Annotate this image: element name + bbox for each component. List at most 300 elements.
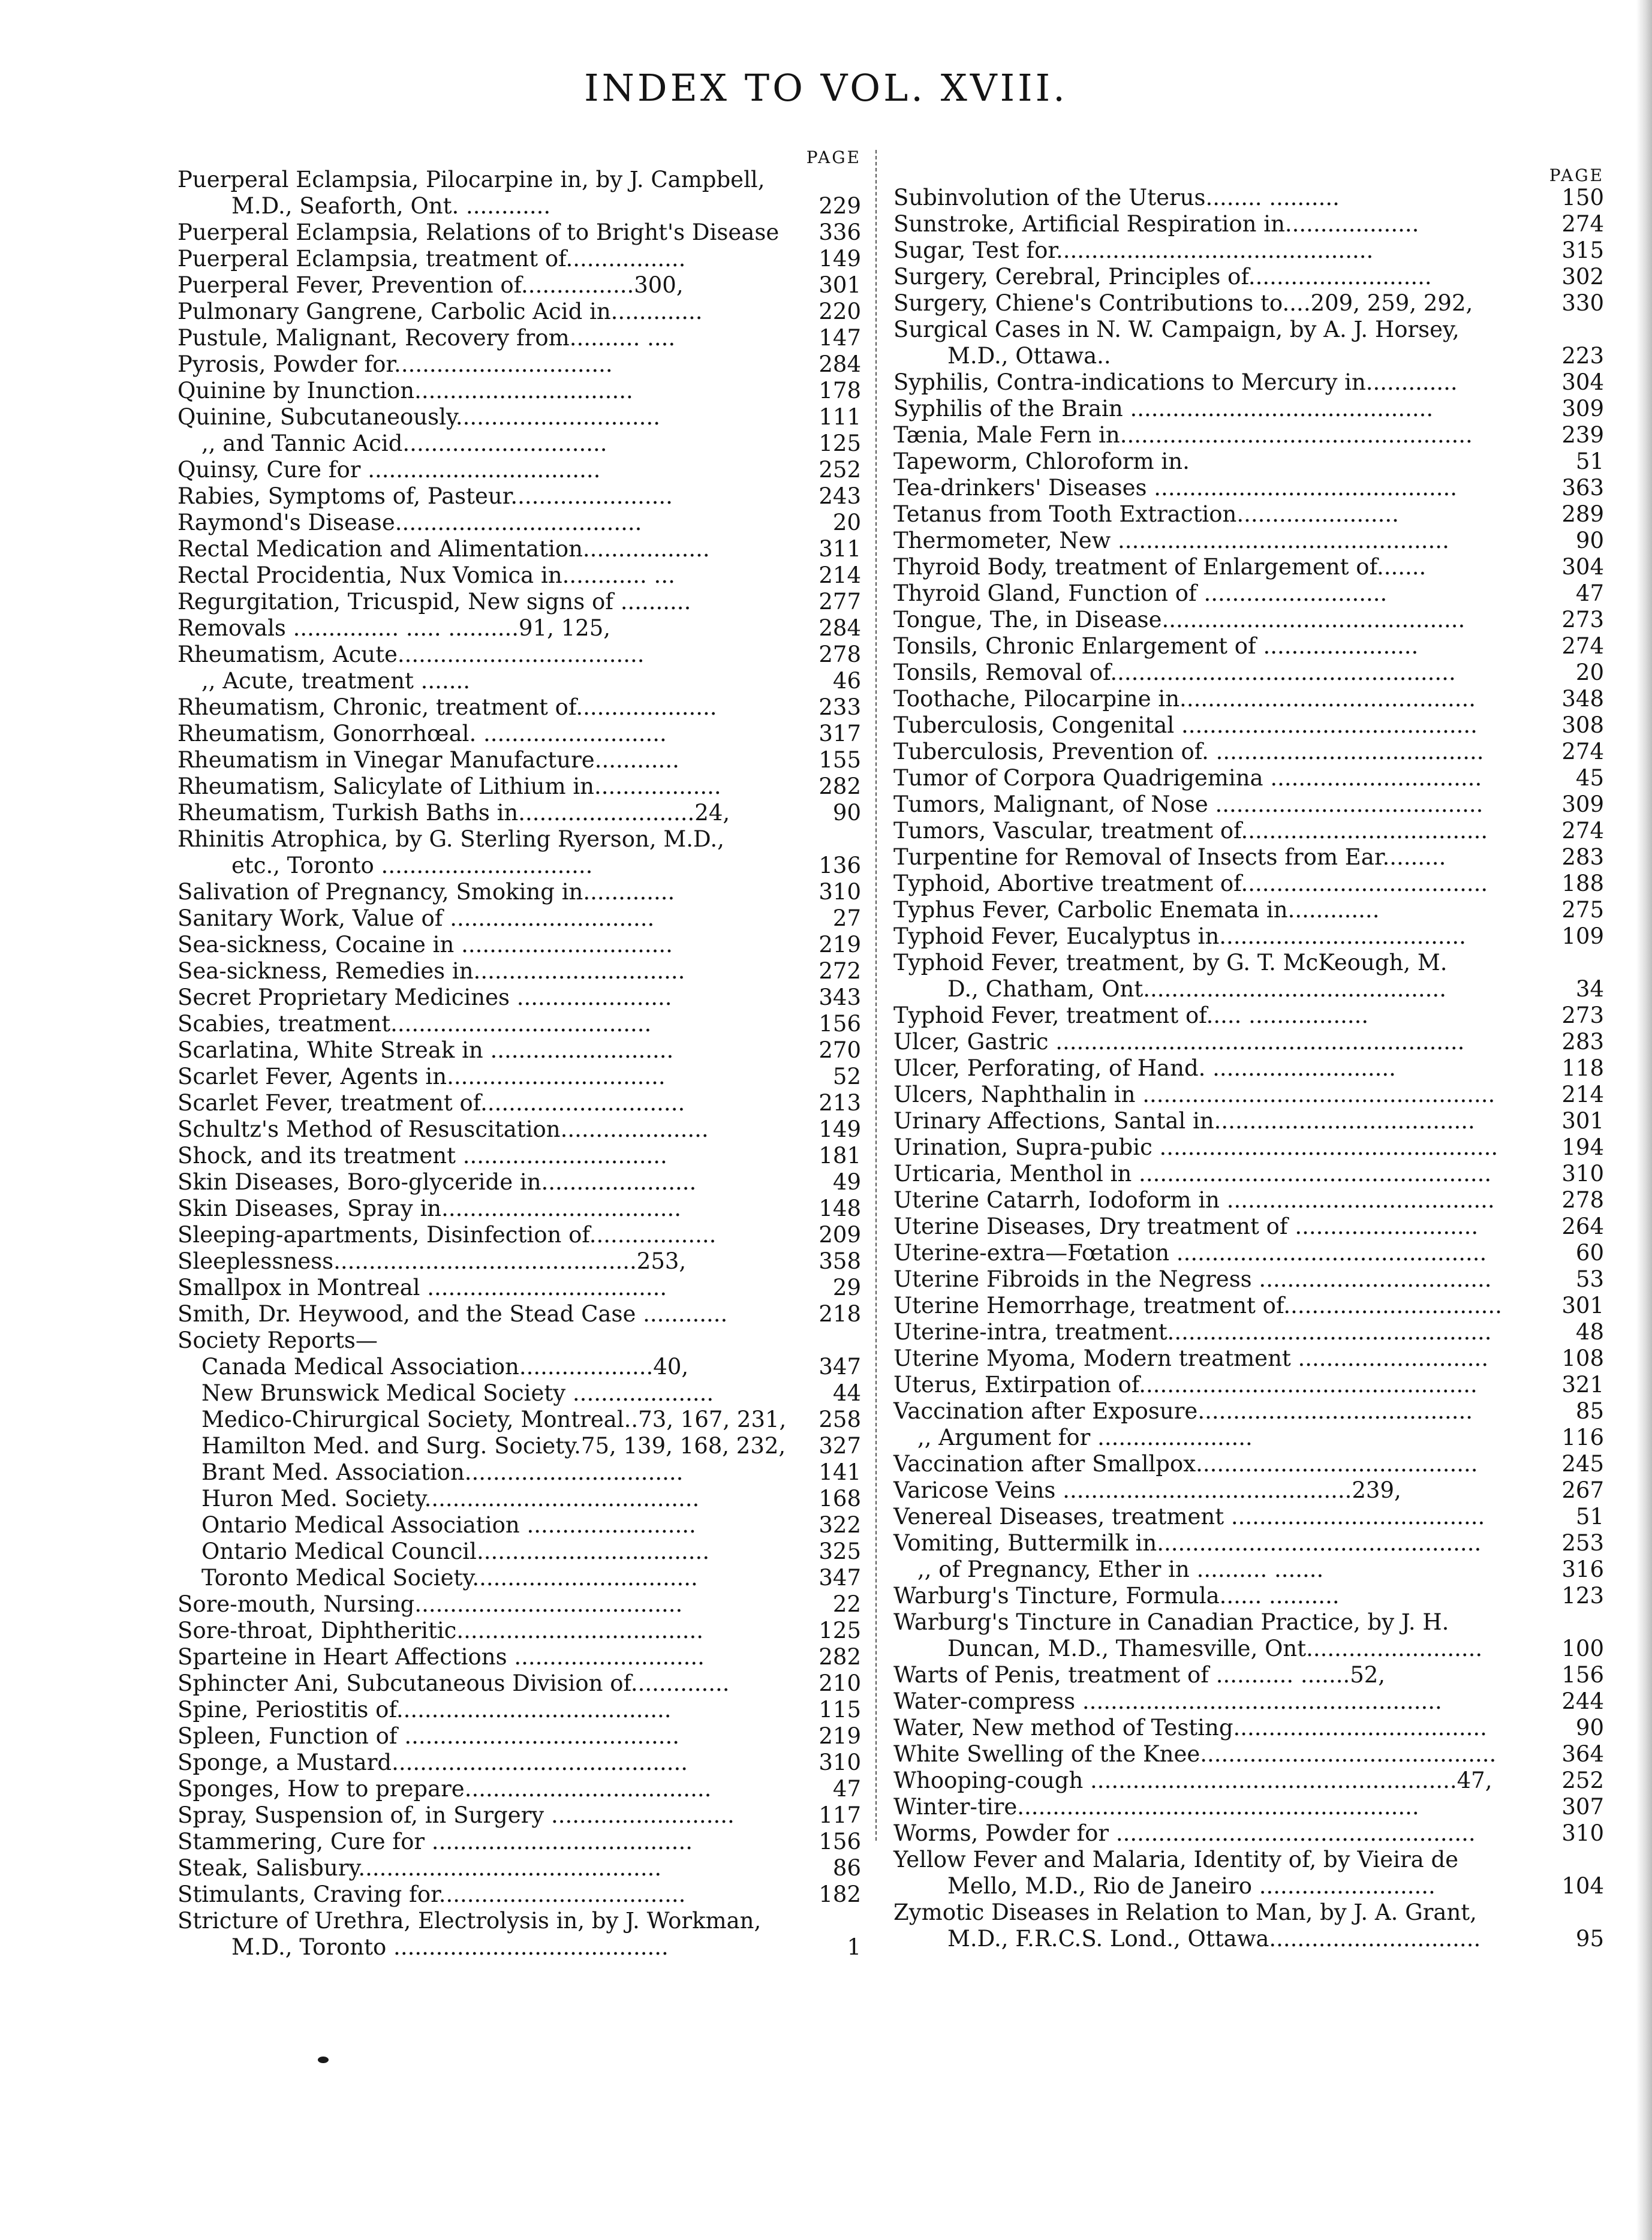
index-entry bbox=[177, 219, 861, 246]
index-entry-title: Tuberculosis, Prevention of. ...................................... bbox=[893, 739, 1484, 764]
index-entry-page: 20 bbox=[832, 510, 861, 535]
index-entry-title: White Swelling of the Knee.......................................... bbox=[893, 1741, 1497, 1767]
index-entry-title: Tea-drinkers' Diseases ........................................... bbox=[893, 475, 1458, 501]
index-entry bbox=[893, 1055, 1604, 1082]
index-entry-title: Winter-tire......................................................... bbox=[893, 1794, 1419, 1820]
index-entry-page: 178 bbox=[819, 378, 861, 404]
index-entry-title: Tetanus from Tooth Extraction....................... bbox=[893, 501, 1399, 527]
index-entry-page: 289 bbox=[1561, 501, 1604, 527]
index-entry bbox=[893, 1636, 1604, 1662]
index-entry bbox=[177, 562, 861, 589]
index-entry-page: 258 bbox=[819, 1407, 861, 1432]
index-entry-page: 316 bbox=[1561, 1556, 1604, 1582]
index-entry-title: etc., Toronto .............................. bbox=[231, 853, 593, 878]
index-entry bbox=[177, 1539, 861, 1565]
index-entry-page: 141 bbox=[819, 1459, 861, 1485]
index-entry-page: 125 bbox=[819, 430, 861, 456]
index-entry-title: Puerperal Fever, Prevention of................300, bbox=[177, 272, 684, 298]
index-entry-page: 219 bbox=[819, 932, 861, 958]
index-entry-title: Subinvolution of the Uterus........ .......... bbox=[893, 185, 1340, 210]
index-entry-title: Tonsils, Removal of................................................. bbox=[893, 660, 1456, 685]
index-entry bbox=[177, 1169, 861, 1196]
index-entry-title: Scarlet Fever, treatment of............................. bbox=[177, 1090, 685, 1116]
index-entry-page: 111 bbox=[819, 404, 861, 430]
index-entry-title: Tænia, Male Fern in.................................................. bbox=[893, 422, 1473, 448]
index-entry-page: 156 bbox=[819, 1011, 861, 1037]
index-entry bbox=[177, 1196, 861, 1222]
index-entry-title: Water, New method of Testing.................................... bbox=[893, 1715, 1487, 1741]
index-entry-title: Syphilis of the Brain ........................................... bbox=[893, 396, 1434, 421]
index-entry-page: 347 bbox=[819, 1565, 861, 1591]
index-entry-title: Urticaria, Menthol in .................................................. bbox=[893, 1161, 1492, 1187]
index-entry-page: 147 bbox=[819, 325, 861, 351]
index-entry-title: Sparteine in Heart Affections ........................... bbox=[177, 1644, 705, 1670]
index-entry-title: Vomiting, Buttermilk in.............................................. bbox=[893, 1530, 1482, 1556]
index-entry-page: 181 bbox=[819, 1143, 861, 1169]
index-entry-page: 272 bbox=[819, 958, 861, 984]
index-entry bbox=[893, 1214, 1604, 1240]
index-entry-page: 311 bbox=[819, 536, 861, 562]
index-entry bbox=[177, 1380, 861, 1407]
index-entry-title: Uterine Diseases, Dry treatment of .......................... bbox=[893, 1214, 1479, 1239]
index-entry bbox=[177, 1591, 861, 1618]
index-entry-page: 284 bbox=[819, 351, 861, 377]
index-entry-page: 310 bbox=[1561, 1820, 1604, 1846]
index-entry-title: Tumor of Corpora Quadrigemina .............................. bbox=[893, 765, 1482, 791]
index-entry-title: Scabies, treatment..................................... bbox=[177, 1011, 652, 1037]
index-entry bbox=[177, 642, 861, 668]
index-entry bbox=[177, 668, 861, 694]
index-entry bbox=[893, 369, 1604, 396]
index-entry-title: Tumors, Vascular, treatment of................................... bbox=[893, 818, 1488, 844]
index-entry-title: Sanitary Work, Value of ............................. bbox=[177, 905, 655, 931]
index-entry-title: Stricture of Urethra, Electrolysis in, by J. Workman, bbox=[177, 1908, 762, 1934]
index-entry-title: Sugar, Test for............................................. bbox=[893, 237, 1374, 263]
index-entry bbox=[893, 1398, 1604, 1425]
index-entry bbox=[893, 475, 1604, 501]
index-entry bbox=[893, 1926, 1604, 1952]
index-entry-title: Tongue, The, in Disease........................................... bbox=[893, 607, 1466, 633]
index-entry-title: Salivation of Pregnancy, Smoking in............. bbox=[177, 879, 675, 905]
index-entry bbox=[893, 1530, 1604, 1556]
index-entry-title: Water-compress ................................................... bbox=[893, 1688, 1442, 1714]
index-entry bbox=[893, 1161, 1604, 1187]
index-entry-page: 283 bbox=[1561, 844, 1604, 870]
index-entry-page: 284 bbox=[819, 615, 861, 641]
index-entry-page: 188 bbox=[1561, 871, 1604, 896]
index-entry-page: 34 bbox=[1575, 976, 1604, 1002]
index-entry-page: 218 bbox=[819, 1301, 861, 1327]
index-entry-title: New Brunswick Medical Society .................... bbox=[201, 1380, 714, 1406]
index-entry bbox=[177, 984, 861, 1011]
index-entry-page: 150 bbox=[1561, 185, 1604, 210]
index-entry bbox=[177, 1090, 861, 1116]
page-edge-shadow bbox=[1636, 0, 1652, 2240]
index-entry-list bbox=[177, 167, 861, 1961]
index-entry-title: Tapeworm, Chloroform in. bbox=[893, 448, 1190, 474]
index-entry-page: 244 bbox=[1561, 1688, 1604, 1714]
index-entry-title: Surgical Cases in N. W. Campaign, by A. J. Horsey, bbox=[893, 317, 1460, 342]
index-entry bbox=[893, 528, 1604, 554]
index-entry-page: 282 bbox=[819, 1644, 861, 1670]
index-entry-page: 168 bbox=[819, 1486, 861, 1512]
index-entry-page: 182 bbox=[819, 1881, 861, 1907]
index-entry-title: Urinary Affections, Santal in..................................... bbox=[893, 1108, 1475, 1134]
index-entry bbox=[893, 1240, 1604, 1266]
index-entry-page: 273 bbox=[1561, 607, 1604, 633]
index-entry-title: Secret Proprietary Medicines ...................... bbox=[177, 984, 672, 1010]
index-entry-page: 48 bbox=[1575, 1319, 1604, 1345]
index-entry-title: Puerperal Eclampsia, Relations of to Bright's Disease bbox=[177, 219, 780, 245]
index-entry bbox=[177, 1908, 861, 1934]
index-entry-page: 278 bbox=[1561, 1187, 1604, 1213]
index-entry-page: 304 bbox=[1561, 554, 1604, 580]
index-entry bbox=[177, 1011, 861, 1037]
index-entry-title: Canada Medical Association...................40, bbox=[201, 1354, 689, 1380]
index-entry bbox=[177, 1512, 861, 1539]
index-entry bbox=[177, 404, 861, 430]
index-entry bbox=[893, 791, 1604, 818]
index-entry-title: Pustule, Malignant, Recovery from.......... .... bbox=[177, 325, 676, 351]
index-entry-page: 29 bbox=[832, 1275, 861, 1300]
index-entry bbox=[893, 317, 1604, 343]
index-entry bbox=[177, 932, 861, 958]
index-entry-title: Stimulants, Craving for................................... bbox=[177, 1881, 686, 1907]
index-entry bbox=[893, 1134, 1604, 1161]
index-entry-page: 194 bbox=[1561, 1134, 1604, 1160]
index-entry bbox=[893, 1082, 1604, 1108]
index-entry-title: Quinsy, Cure for ................................. bbox=[177, 457, 601, 483]
index-entry-page: 209 bbox=[819, 1222, 861, 1248]
index-entry-title: Tonsils, Chronic Enlargement of ...................... bbox=[893, 633, 1419, 659]
index-entry bbox=[893, 1319, 1604, 1345]
index-entry-page: 149 bbox=[819, 1116, 861, 1142]
index-entry-title: Ontario Medical Association ........................ bbox=[201, 1512, 696, 1538]
index-entry-page: 104 bbox=[1561, 1873, 1604, 1899]
index-entry-page: 252 bbox=[819, 457, 861, 483]
index-entry-page: 148 bbox=[819, 1196, 861, 1221]
index-entry bbox=[893, 1768, 1604, 1794]
index-entry bbox=[177, 510, 861, 536]
index-entry bbox=[893, 712, 1604, 739]
index-entry bbox=[177, 1433, 861, 1459]
index-entry-title: Yellow Fever and Malaria, Identity of, by Vieira de bbox=[893, 1847, 1459, 1872]
index-entry-title: Rheumatism, Turkish Baths in.........................24, bbox=[177, 800, 730, 826]
index-entry-page: 46 bbox=[832, 668, 861, 694]
index-entry bbox=[893, 1345, 1604, 1372]
index-entry-title: Medico-Chirurgical Society, Montreal..73, 167, 231, bbox=[201, 1407, 787, 1432]
index-entry-page: 52 bbox=[832, 1064, 861, 1089]
index-entry bbox=[893, 554, 1604, 580]
index-entry bbox=[177, 615, 861, 642]
index-entry-page: 27 bbox=[832, 905, 861, 931]
index-entry-title: Uterine-extra—Fœtation ............................................ bbox=[893, 1240, 1487, 1266]
index-entry-title: Stammering, Cure for ..................................... bbox=[177, 1829, 693, 1854]
index-entry-title: Spleen, Function of ....................................... bbox=[177, 1723, 680, 1749]
index-entry-page: 336 bbox=[819, 219, 861, 245]
index-entry-title: Raymond's Disease................................... bbox=[177, 510, 642, 535]
index-entry-page: 347 bbox=[819, 1354, 861, 1380]
index-entry-page: 149 bbox=[819, 246, 861, 272]
index-entry-page: 310 bbox=[819, 879, 861, 905]
index-entry bbox=[893, 1820, 1604, 1847]
index-entry bbox=[177, 694, 861, 721]
index-entry-title: Rheumatism, Gonorrhœal. .......................... bbox=[177, 721, 667, 746]
index-entry bbox=[177, 1143, 861, 1169]
index-entry-page: 116 bbox=[1561, 1425, 1604, 1450]
index-entry bbox=[893, 264, 1604, 290]
index-entry-title: Urination, Supra-pubic ................................................ bbox=[893, 1134, 1498, 1160]
index-entry-title: Rabies, Symptoms of, Pasteur....................... bbox=[177, 483, 673, 509]
index-entry-title: Removals ............... ..... ..........91, 125, bbox=[177, 615, 611, 641]
index-entry-page: 327 bbox=[819, 1433, 861, 1459]
index-entry-page: 307 bbox=[1561, 1794, 1604, 1820]
index-entry-title: Rectal Medication and Alimentation.................. bbox=[177, 536, 710, 562]
index-entry bbox=[893, 765, 1604, 791]
index-entry bbox=[177, 1037, 861, 1064]
index-entry bbox=[893, 1425, 1604, 1451]
index-entry-title: Brant Med. Association............................... bbox=[201, 1459, 684, 1485]
index-entry-title: Thyroid Body, treatment of Enlargement of....... bbox=[893, 554, 1427, 580]
index-entry-page: 321 bbox=[1561, 1372, 1604, 1398]
index-entry-title: Hamilton Med. and Surg. Society.75, 139, 168, 232, bbox=[201, 1433, 786, 1459]
index-entry-page: 267 bbox=[1561, 1477, 1604, 1503]
index-entry bbox=[177, 1644, 861, 1670]
index-entry-title: Schultz's Method of Resuscitation..................... bbox=[177, 1116, 709, 1142]
index-entry-title: Rheumatism, Salicylate of Lithium in.................. bbox=[177, 773, 721, 799]
index-entry-page: 214 bbox=[1561, 1082, 1604, 1107]
index-entry bbox=[893, 343, 1604, 369]
index-entry bbox=[177, 483, 861, 510]
index-entry-title: Warburg's Tincture in Canadian Practice, by J. H. bbox=[893, 1609, 1449, 1635]
index-entry-title: Syphilis, Contra-indications to Mercury in............. bbox=[893, 369, 1458, 395]
index-entry-title: Ulcer, Perforating, of Hand. .......................... bbox=[893, 1055, 1396, 1081]
index-entry-title: Venereal Diseases, treatment .................................... bbox=[893, 1504, 1485, 1530]
index-entry-list bbox=[893, 185, 1604, 1952]
index-entry-title: Rheumatism in Vinegar Manufacture............ bbox=[177, 747, 679, 773]
index-entry-page: 86 bbox=[832, 1855, 861, 1881]
index-entry-title: Pyrosis, Powder for............................... bbox=[177, 351, 613, 377]
index-entry-title: Sponge, a Mustard.......................................... bbox=[177, 1750, 688, 1775]
index-entry bbox=[893, 448, 1604, 475]
index-entry-page: 283 bbox=[1561, 1029, 1604, 1055]
index-entry-page: 90 bbox=[832, 800, 861, 826]
index-entry bbox=[177, 1327, 861, 1354]
index-entry-title: Quinine by Inunction............................... bbox=[177, 378, 633, 404]
index-entry-title: Warts of Penis, treatment of ........... .......52, bbox=[893, 1662, 1386, 1688]
index-entry-title: Sphincter Ani, Subcutaneous Division of.............. bbox=[177, 1670, 730, 1696]
index-entry-page: 117 bbox=[819, 1802, 861, 1828]
index-entry-title: Puerperal Eclampsia, treatment of................. bbox=[177, 246, 686, 272]
index-entry-title: Warburg's Tincture, Formula...... .......... bbox=[893, 1583, 1340, 1609]
index-entry bbox=[893, 396, 1604, 422]
index-entry bbox=[893, 1583, 1604, 1609]
index-entry-page: 53 bbox=[1575, 1266, 1604, 1292]
index-entry bbox=[177, 800, 861, 826]
index-entry-page: 264 bbox=[1561, 1214, 1604, 1239]
index-entry-page: 51 bbox=[1575, 1504, 1604, 1530]
index-entry bbox=[177, 351, 861, 378]
index-entry-title: Tuberculosis, Congenital .......................................... bbox=[893, 712, 1478, 738]
index-entry-page: 90 bbox=[1575, 1715, 1604, 1741]
index-entry bbox=[177, 1064, 861, 1090]
index-entry bbox=[177, 246, 861, 272]
index-entry-page: 155 bbox=[819, 747, 861, 773]
index-entry-page: 136 bbox=[819, 853, 861, 878]
index-entry bbox=[177, 1116, 861, 1143]
index-entry-page: 325 bbox=[819, 1539, 861, 1564]
index-entry-title: Rhinitis Atrophica, by G. Sterling Ryerson, M.D., bbox=[177, 826, 724, 852]
index-entry-page: 229 bbox=[819, 193, 861, 219]
index-entry-page: 22 bbox=[832, 1591, 861, 1617]
index-entry bbox=[177, 1697, 861, 1723]
index-entry-page: 243 bbox=[819, 483, 861, 509]
index-entry-page: 274 bbox=[1561, 211, 1604, 237]
index-entry bbox=[893, 897, 1604, 923]
index-entry-page: 270 bbox=[819, 1037, 861, 1063]
index-entry bbox=[893, 923, 1604, 950]
index-entry-title: Uterine Myoma, Modern treatment ........................... bbox=[893, 1345, 1489, 1371]
index-entry-title: Rheumatism, Acute................................... bbox=[177, 642, 645, 667]
index-entry bbox=[177, 378, 861, 404]
index-entry bbox=[177, 853, 861, 879]
index-entry bbox=[177, 1934, 861, 1961]
index-entry-page: 343 bbox=[819, 984, 861, 1010]
index-entry-title: Tumors, Malignant, of Nose ...................................... bbox=[893, 791, 1484, 817]
index-entry-title: Pulmonary Gangrene, Carbolic Acid in............. bbox=[177, 299, 703, 324]
index-entry-page: 282 bbox=[819, 773, 861, 799]
index-entry bbox=[177, 536, 861, 562]
index-entry-title: Smallpox in Montreal .................................. bbox=[177, 1275, 667, 1300]
index-entry bbox=[893, 422, 1604, 448]
index-entry-title: Typhus Fever, Carbolic Enemata in............. bbox=[893, 897, 1380, 923]
index-entry-page: 309 bbox=[1561, 791, 1604, 817]
index-entry bbox=[893, 1002, 1604, 1029]
index-entry bbox=[177, 1855, 861, 1881]
index-entry-page: 223 bbox=[1561, 343, 1604, 369]
index-entry-title: Sore-throat, Diphtheritic................................... bbox=[177, 1618, 704, 1643]
index-entry bbox=[177, 1459, 861, 1486]
index-entry bbox=[177, 1222, 861, 1248]
index-entry-page: 108 bbox=[1561, 1345, 1604, 1371]
index-entry-page: 44 bbox=[832, 1380, 861, 1406]
index-entry bbox=[893, 1266, 1604, 1293]
index-column-left bbox=[177, 149, 861, 1961]
index-entry bbox=[177, 1802, 861, 1829]
index-entry-title: Uterus, Extirpation of................................................ bbox=[893, 1372, 1478, 1398]
index-entry bbox=[893, 1029, 1604, 1055]
index-entry bbox=[893, 290, 1604, 317]
index-entry-title: Steak, Salisbury........................................... bbox=[177, 1855, 662, 1881]
index-entry bbox=[177, 1301, 861, 1327]
index-entry-title: Typhoid, Abortive treatment of................................... bbox=[893, 871, 1488, 896]
index-entry-title: Uterine-intra, treatment.............................................. bbox=[893, 1319, 1492, 1345]
index-entry-title: Varicose Veins .........................................239, bbox=[893, 1477, 1401, 1503]
index-entry-title: ,, of Pregnancy, Ether in .......... ....... bbox=[917, 1556, 1324, 1582]
index-entry bbox=[893, 1741, 1604, 1768]
index-entry-title: Zymotic Diseases in Relation to Man, by J. A. Grant, bbox=[893, 1899, 1477, 1925]
index-entry-title: Surgery, Cerebral, Principles of.......................... bbox=[893, 264, 1432, 290]
index-entry bbox=[893, 1504, 1604, 1530]
index-entry-page: 239 bbox=[1561, 422, 1604, 448]
index-entry bbox=[177, 1565, 861, 1591]
index-entry-page: 49 bbox=[832, 1169, 861, 1195]
index-entry bbox=[177, 430, 861, 457]
index-entry bbox=[893, 976, 1604, 1002]
index-entry bbox=[893, 1662, 1604, 1688]
index-entry bbox=[893, 1873, 1604, 1899]
index-entry bbox=[893, 1847, 1604, 1873]
index-entry bbox=[177, 773, 861, 800]
index-entry bbox=[177, 1618, 861, 1644]
index-entry-title: ,, and Tannic Acid............................. bbox=[201, 430, 607, 456]
index-entry-page: 118 bbox=[1561, 1055, 1604, 1081]
index-entry bbox=[177, 958, 861, 984]
index-entry bbox=[177, 457, 861, 483]
index-entry-title: Ulcers, Naphthalin in .................................................. bbox=[893, 1082, 1495, 1107]
index-entry bbox=[177, 325, 861, 351]
index-entry bbox=[893, 185, 1604, 211]
index-entry bbox=[177, 1248, 861, 1275]
index-entry bbox=[893, 1899, 1604, 1926]
index-entry-page: 123 bbox=[1561, 1583, 1604, 1609]
ink-blot bbox=[318, 2057, 329, 2063]
index-entry bbox=[177, 299, 861, 325]
index-entry-page: 309 bbox=[1561, 396, 1604, 421]
index-entry-title: Worms, Powder for ................................................... bbox=[893, 1820, 1476, 1846]
index-entry-title: Vaccination after Smallpox........................................ bbox=[893, 1451, 1478, 1477]
index-entry-page: 210 bbox=[819, 1670, 861, 1696]
index-entry-title: Shock, and its treatment ............................. bbox=[177, 1143, 667, 1169]
page-column-header: PAGE bbox=[1549, 165, 1604, 185]
index-entry bbox=[893, 871, 1604, 897]
index-entry-page: 317 bbox=[819, 721, 861, 746]
index-entry-page: 274 bbox=[1561, 739, 1604, 764]
index-entry bbox=[893, 818, 1604, 844]
index-entry bbox=[893, 1187, 1604, 1214]
index-entry bbox=[893, 1609, 1604, 1636]
index-entry-title: Typhoid Fever, Eucalyptus in................................... bbox=[893, 923, 1466, 949]
index-entry-page: 301 bbox=[819, 272, 861, 298]
index-entry-title: Huron Med. Society....................................... bbox=[201, 1486, 700, 1512]
index-entry-page: 115 bbox=[819, 1697, 861, 1723]
index-entry-page: 304 bbox=[1561, 369, 1604, 395]
index-entry-page: 220 bbox=[819, 299, 861, 324]
index-entry bbox=[893, 1556, 1604, 1583]
index-entry-title: M.D., Toronto ....................................... bbox=[231, 1934, 669, 1960]
index-entry-page: 95 bbox=[1575, 1926, 1604, 1952]
index-entry-page: 90 bbox=[1575, 528, 1604, 553]
index-entry-title: Scarlatina, White Streak in .......................... bbox=[177, 1037, 674, 1063]
index-entry bbox=[177, 272, 861, 299]
index-entry-page: 213 bbox=[819, 1090, 861, 1116]
index-entry-page: 47 bbox=[832, 1776, 861, 1802]
index-entry-page: 45 bbox=[1575, 765, 1604, 791]
index-entry bbox=[893, 1688, 1604, 1715]
index-entry bbox=[893, 237, 1604, 264]
index-entry-title: Rectal Procidentia, Nux Vomica in............ ... bbox=[177, 562, 675, 588]
index-entry-title: Sponges, How to prepare................................... bbox=[177, 1776, 712, 1802]
index-entry-title: Thyroid Gland, Function of .......................... bbox=[893, 580, 1388, 606]
index-entry-title: Skin Diseases, Boro-glyceride in...................... bbox=[177, 1169, 697, 1195]
index-entry-title: Ulcer, Gastric .......................................................... bbox=[893, 1029, 1465, 1055]
index-entry-title: Uterine Hemorrhage, treatment of............................... bbox=[893, 1293, 1502, 1318]
index-entry-title: Uterine Catarrh, Iodoform in ...................................... bbox=[893, 1187, 1495, 1213]
index-entry bbox=[893, 501, 1604, 528]
index-entry bbox=[177, 1723, 861, 1750]
index-entry-page: 301 bbox=[1561, 1293, 1604, 1318]
index-entry bbox=[893, 1108, 1604, 1134]
